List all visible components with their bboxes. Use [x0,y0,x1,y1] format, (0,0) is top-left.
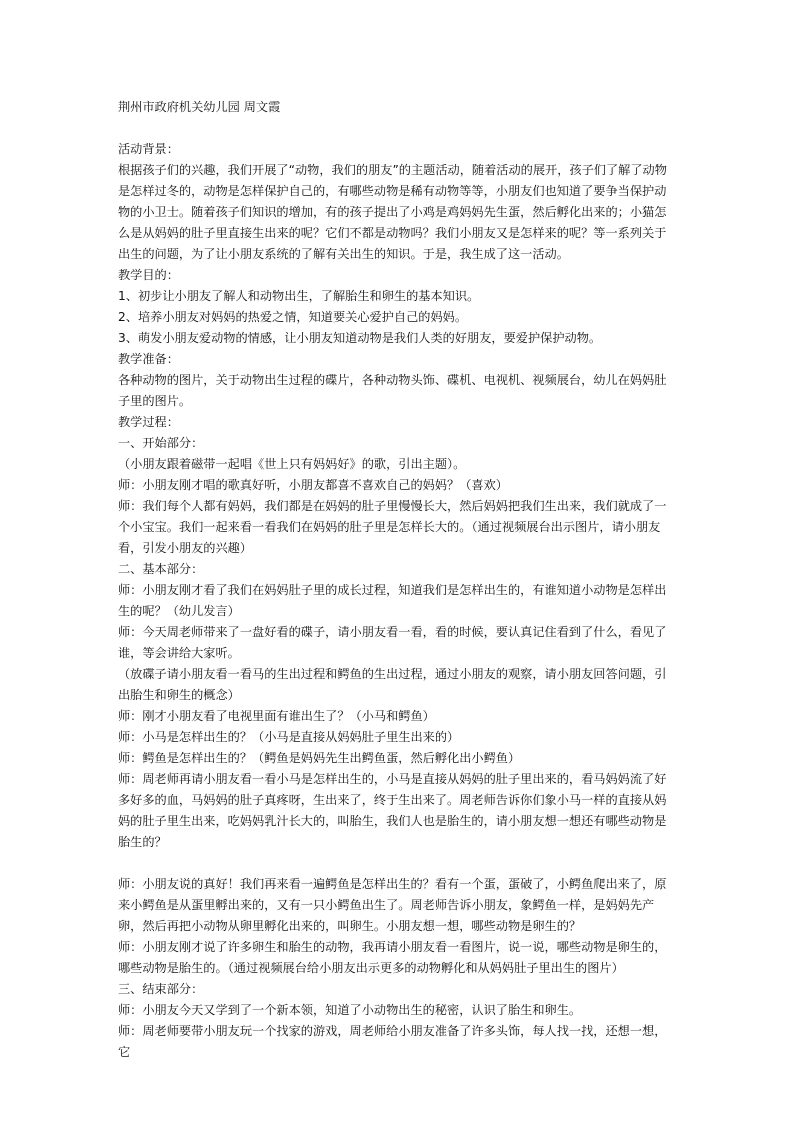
paragraph: 根据孩子们的兴趣，我们开展了“动物，我们的朋友”的主题活动，随着活动的展开，孩子们了解了动物是怎样过冬的，动物是怎样保护自己的，有哪些动物是稀有动物等等，小朋友们也知道了要争当保护动物的小卫士。随着孩子们知识的增加，有的孩子提出了小鸡是鸡妈妈先生蛋，然后孵化出来的；小猫怎么是从妈妈的肚子里直接生出来的呢？它们不都是动物吗？我们小朋友又是怎样来的呢？等一系列关于出生的问题，为了让小朋友系统的了解有关出生的知识。于是，我生成了这一活动。 [118,163,667,261]
blank-line [118,853,678,874]
paragraph: 教学准备： [118,352,179,366]
paragraph: 3、萌发小朋友爱动物的情感，让小朋友知道动物是我们人类的好朋友，要爱护保护动物。 [118,331,602,345]
paragraph: 各种动物的图片，关于动物出生过程的碟片，各种动物头饰、碟机、电视机、视频展台，幼儿在妈妈肚子里的图片。 [118,373,667,408]
paragraph: 教学目的： [118,268,179,282]
paragraph: 师：今天周老师带来了一盘好看的碟子，请小朋友看一看，看的时候，要认真记住看到了什么，看见了谁，等会讲给大家听。 [118,625,667,660]
paragraph: 师：小朋友刚才看了我们在妈妈肚子里的成长过程，知道我们是怎样出生的，有谁知道小动物是怎样出生的呢？（幼儿发言） [118,583,667,618]
paragraph: 师：小朋友今天又学到了一个新本领，知道了小动物出生的秘密，认识了胎生和卵生。 [118,1003,582,1017]
paragraph: 师：小马是怎样出生的？（小马是直接从妈妈肚子里生出来的） [118,730,460,744]
paragraph: （小朋友跟着磁带一起唱《世上只有妈妈好》的歌，引出主题）。 [118,457,466,471]
paragraph: 2、培养小朋友对妈妈的热爱之情，知道要关心爱护自己的妈妈。 [118,310,468,324]
paragraph: 师：我们每个人都有妈妈，我们都是在妈妈的肚子里慢慢长大，然后妈妈把我们生出来，我们就成了一个小宝宝。我们一起来看一看我们在妈妈的肚子里是怎样长大的。（通过视频展台出示图片，请小朋友看，引发小朋友的兴趣） [118,499,667,555]
paragraph: 师：周老师再请小朋友看一看小马是怎样出生的，小马是直接从妈妈的肚子里出来的，看马妈妈流了好多好多的血，马妈妈的肚子真疼呀，生出来了，终于生出来了。周老师告诉你们象小马一样的直接从妈妈的肚子里生出来，吃妈妈乳汁长大的，叫胎生，我们人也是胎生的，请小朋友想一想还有哪些动物是胎生的？ [118,772,667,849]
paragraph: 三、结束部分： [118,982,204,996]
paragraph: 师：小朋友刚才唱的歌真好听，小朋友都喜不喜欢自己的妈妈？（喜欢） [118,478,508,492]
paragraph: 活动背景： [118,142,179,156]
document-body [118,97,678,1063]
paragraph: 1、初步让小朋友了解人和动物出生，了解胎生和卵生的基本知识。 [118,289,480,303]
paragraph-list [118,139,678,1063]
paragraph: 师：小朋友刚才说了许多卵生和胎生的动物，我再请小朋友看一看图片，说一说，哪些动物是卵生的，哪些动物是胎生的。（通过视频展台给小朋友出示更多的动物孵化和从妈妈肚子里出生的图片） [118,940,667,975]
author-line: 荆州市政府机关幼儿园 周文霞 [118,100,281,114]
paragraph: 一、开始部分： [118,436,204,450]
paragraph: 二、基本部分： [118,562,204,576]
paragraph: 教学过程： [118,415,179,429]
paragraph: 师：鳄鱼是怎样出生的？（鳄鱼是妈妈先生出鳄鱼蛋，然后孵化出小鳄鱼） [118,751,521,765]
paragraph: （放碟子请小朋友看一看马的生出过程和鳄鱼的生出过程，通过小朋友的观察，请小朋友回答问题，引出胎生和卵生的概念） [118,667,667,702]
paragraph: 师：周老师要带小朋友玩一个找家的游戏，周老师给小朋友准备了许多头饰，每人找一找，还想一想，它 [118,1024,667,1059]
paragraph: 师：小朋友说的真好！我们再来看一遍鳄鱼是怎样出生的？看有一个蛋，蛋破了，小鳄鱼爬出来了，原来小鳄鱼是从蛋里孵出来的，又有一只小鳄鱼出生了。周老师告诉小朋友，象鳄鱼一样，是妈妈先产卵，然后再把小动物从卵里孵化出来的，叫卵生。小朋友想一想，哪些动物是卵生的？ [118,877,667,933]
paragraph: 师：刚才小朋友看了电视里面有谁出生了？（小马和鳄鱼） [118,709,435,723]
